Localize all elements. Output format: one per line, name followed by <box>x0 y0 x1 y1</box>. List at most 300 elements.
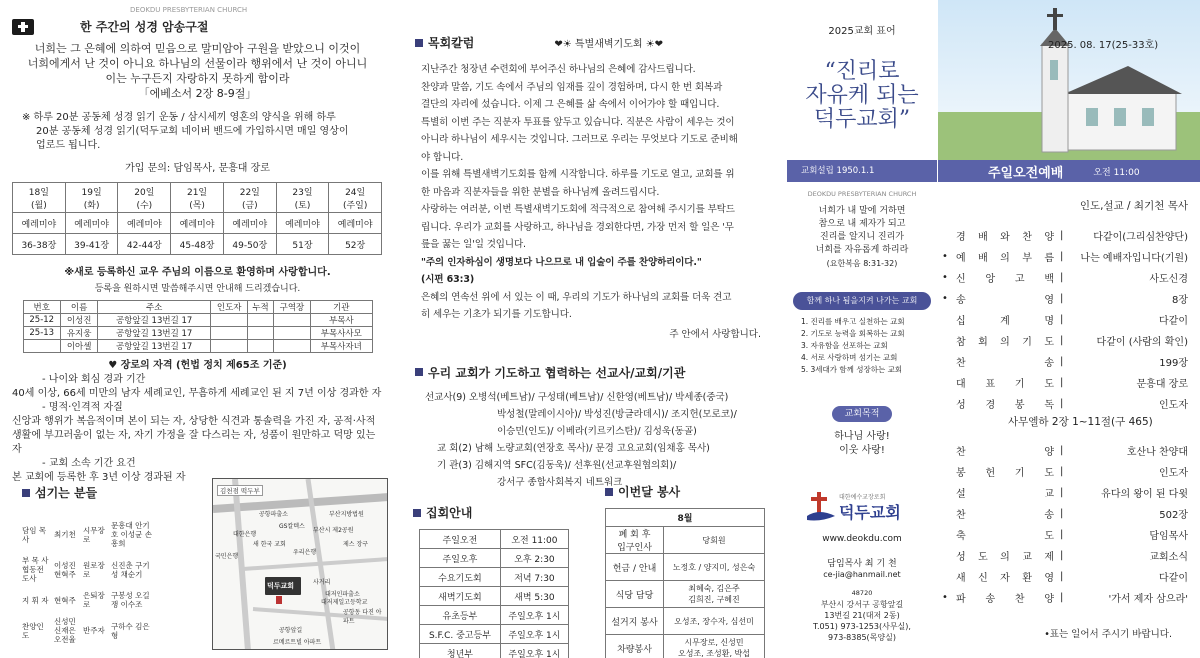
worship-item-label: 설 교 <box>956 489 1056 500</box>
table-row <box>606 635 765 658</box>
map-church-label: 덕두교회 <box>267 582 295 590</box>
column-line: 사랑하는 여러분, 이번 특별새벽기도회에 적극적으로 참여해 주시기를 부탁드 <box>421 204 735 215</box>
book-cell: 예레미야 <box>13 213 66 234</box>
addr-line: T.051) 973-1253(사무실), <box>813 622 911 631</box>
header-small: DEOKDU PRESBYTERIAN CHURCH <box>130 6 248 14</box>
gather-label: 유초등부 <box>420 606 501 625</box>
servers-title: 섬기는 분들 <box>22 484 197 501</box>
day-cell: 21일 (목) <box>171 183 224 213</box>
newcomer-cell: 25-13 <box>23 327 60 340</box>
logo-small: 대한예수교장로회 <box>839 494 886 501</box>
duty-people: 최혜숙, 김은주 김희진, 구혜진 <box>664 581 765 608</box>
server-cell: 구하수 김은형 <box>111 621 150 640</box>
worship-item-value: 인도자 <box>1159 468 1188 479</box>
newcomer-cell <box>211 340 248 353</box>
mission-title: 우리 교회가 기도하고 협력하는 선교사/교회/기관 <box>415 364 767 381</box>
column-line: 야 합니다. <box>421 151 464 163</box>
column-line: 은혜의 연속선 위에 서 있는 이 때, 우리의 기도가 하나님의 교회를 더욱 견고 <box>421 291 732 303</box>
gather-time: 오전 11:00 <box>500 530 568 549</box>
duty-people: 노정호 / 양지미, 성은숙 <box>664 554 765 581</box>
column-line: 릎을 꿇는 일'일 것입니다. <box>421 239 526 250</box>
column-line: 찬양과 말씀, 기도 속에서 주님의 임재를 깊이 경험하며, 다시 한 번 회복과 <box>421 81 723 93</box>
worship-item-label: 예 배 의 부 름 <box>956 253 1056 264</box>
vision-item: 1. 진리를 배우고 실천하는 교회 <box>801 317 905 326</box>
worship-item-value: 199장 <box>1159 358 1188 369</box>
worship-item-value: 다같이 <box>1159 316 1188 327</box>
map-label: 제스 장구 <box>343 541 369 548</box>
gather-time: 주일오후 1시 <box>500 606 568 625</box>
scripture-line: 진리를 알지니 진리가 <box>820 232 904 242</box>
vision-item: 2. 기도로 능력을 회복하는 교회 <box>801 329 905 338</box>
addr-line: 48720 <box>851 589 873 597</box>
table-row <box>420 606 569 625</box>
column-panel <box>405 0 777 658</box>
table-row <box>420 530 569 549</box>
worship-row <box>938 587 1200 608</box>
reading-schedule-table <box>12 182 382 255</box>
mission-line: 박성철(말레이시아)/ 박성진(방글라데시)/ 조지헌(모로코)/ <box>497 408 737 420</box>
worship-item-label: 참 회 의 기 도 <box>956 337 1056 348</box>
newcomer-header: 누적 <box>248 301 273 314</box>
gather-time: 저녁 7:30 <box>500 568 568 587</box>
day-cell: 18일 (월) <box>13 183 66 213</box>
gather-time: 오후 2:30 <box>500 549 568 568</box>
newcomer-header: 인도자 <box>211 301 248 314</box>
newcomer-header: 번호 <box>23 301 60 314</box>
server-cell: 찬양인도 <box>22 621 44 640</box>
worship-item-label: 파 송 찬 양 <box>956 594 1056 605</box>
square-bullet-icon <box>605 488 613 496</box>
map-label: 공항앞길 <box>279 627 303 634</box>
worship-item-label: 성 도 의 교 제 <box>956 552 1056 563</box>
table-row <box>420 587 569 606</box>
worship-item-value: 담임목사 <box>1149 531 1188 542</box>
goal-pill: 교회목적 <box>832 406 892 422</box>
divider: | <box>1060 466 1064 477</box>
square-bullet-icon <box>415 39 423 47</box>
chapter-cell: 42-44장 <box>118 234 171 255</box>
gathering-title: 집회안내 <box>413 504 578 521</box>
chapter-cell: 52장 <box>329 234 382 255</box>
server-cell: 신성민 신재은 오전율 <box>54 617 76 644</box>
worship-item-value: 인도자 <box>1159 400 1188 411</box>
church-building-icon <box>938 0 1200 160</box>
table-row <box>606 608 765 635</box>
scripture-reading: 사무엘하 2장 1~11절(구 465) <box>1008 416 1153 428</box>
duty-role: 헌금 / 안내 <box>606 554 664 581</box>
column-line: 특별히 이번 주는 직분자 투표를 앞두고 있습니다. 직분은 사람이 세우는 것이 <box>421 116 735 128</box>
worship-row <box>938 267 1200 288</box>
worship-title: 주일오전예배 <box>988 165 1064 181</box>
notice-line: 20분 공동체 성경 읽기(덕두교회 네이버 밴드에 가입하시면 매일 영상이 <box>36 126 349 137</box>
day-cell: 20일 (수) <box>118 183 171 213</box>
map-label: 부산지방법원 <box>329 511 364 518</box>
verse-line: 이는 누구든지 자랑하지 못하게 함이라 <box>105 72 290 85</box>
worship-item-value: 다같이 <box>1159 573 1188 584</box>
cross-logo-icon <box>807 492 837 526</box>
pastor-name: 담임목사 최 기 천 <box>827 559 897 569</box>
worship-item-value: 유다의 왕이 된 다윗 <box>1101 489 1188 500</box>
newcomer-cell: 부목사사모 <box>311 327 372 340</box>
mission-line: 교 회(2) 남해 노량교회(연장호 목사)/ 문경 고요교회(임채홍 목사) <box>437 442 710 454</box>
worship-row <box>938 372 1200 393</box>
divider: | <box>1060 445 1064 456</box>
table-row <box>420 625 569 644</box>
map-label: 공항파출소 <box>259 511 288 518</box>
gather-label: 청년부 <box>420 644 501 658</box>
newcomer-cell <box>211 314 248 327</box>
duty-role: 차량봉사 <box>606 635 664 658</box>
servers-section <box>22 484 197 644</box>
mission-line: 이승민(인도)/ 이베라(키르키스탄)/ 김성욱(동골) <box>497 425 697 437</box>
church-en-name: DEOKDU PRESBYTERIAN CHURCH <box>807 190 917 198</box>
stand-mark: • <box>942 293 948 304</box>
book-cell: 예레미야 <box>276 213 329 234</box>
vision-pill: 함께 하나 됨을지켜 나가는 교회 <box>793 292 931 310</box>
scripture-line: 너희를 자유롭게 하리라 <box>815 245 909 255</box>
server-cell: 담임 목사 <box>22 525 47 544</box>
book-cell: 예레미야 <box>118 213 171 234</box>
memory-verse <box>12 41 383 101</box>
divider: | <box>1060 335 1064 346</box>
map-label: 김천점 떡두부 <box>217 485 263 496</box>
motto-line: 덕두교회” <box>813 107 911 132</box>
motto <box>787 60 937 132</box>
worship-item-value: 502장 <box>1159 510 1188 521</box>
duty-title: 이번달 봉사 <box>605 483 775 500</box>
addr-line: 부산시 강서구 공항앞길 <box>820 600 904 609</box>
day-cell: 24일 (주일) <box>329 183 382 213</box>
mission-line: 선교사(9) 오병석(베트남)/ 구성태(베트남)/ 신한영(베트남)/ 박세종(중국) <box>425 391 729 403</box>
column-line: 지난주간 청장년 수련회에 부어주신 하나님의 은혜에 감사드립니다. <box>421 64 696 75</box>
newcomer-cell: 공항앞길 13번길 17 <box>98 314 211 327</box>
divider: | <box>1060 251 1064 262</box>
newcomer-cell: 부목사 <box>311 314 372 327</box>
square-bullet-icon <box>415 368 423 376</box>
server-cell: 신진춘 구기성 채순기 <box>111 560 150 579</box>
day-cell: 23일 (토) <box>276 183 329 213</box>
book-cell: 예레미야 <box>223 213 276 234</box>
newcomer-cell <box>273 314 310 327</box>
qual-line: - 교회 소속 기간 요건 <box>42 458 136 469</box>
gather-label: 수요기도회 <box>420 568 501 587</box>
newcomer-cell: 유지웅 <box>60 327 97 340</box>
worship-row <box>938 482 1200 503</box>
duty-role: 설거지 봉사 <box>606 608 664 635</box>
server-cell: 지 휘 자 <box>22 595 49 605</box>
divider: | <box>1060 293 1064 304</box>
church-logo <box>807 492 927 528</box>
worship-row <box>938 225 1200 246</box>
divider: | <box>1060 550 1064 561</box>
gather-time: 주일오후 1시 <box>500 625 568 644</box>
worship-item-label: 송 영 <box>956 295 1056 306</box>
server-cell: 원로장로 <box>83 560 105 579</box>
chapter-cell: 49-50장 <box>223 234 276 255</box>
map-label: 대저인파출소 <box>325 591 360 598</box>
map-label: 사거리 <box>313 579 331 586</box>
newcomer-header: 구역장 <box>273 301 310 314</box>
notice-line: ※ 하루 20분 공동체 성경 읽기 운동 / 삼시세끼 영혼의 양식을 위해 하루 <box>22 112 336 123</box>
table-row <box>420 549 569 568</box>
divider: | <box>1060 571 1064 582</box>
church-photo <box>938 0 1200 160</box>
chapter-cell: 51장 <box>276 234 329 255</box>
column-line: 립니다. 우리가 교회를 사랑하고, 하나님을 경외한다면, 가장 먼저 할 일은 '무 <box>421 221 734 233</box>
worship-item-value: 사도신경 <box>1149 274 1188 285</box>
newcomer-cell <box>273 340 310 353</box>
bulletin-date: 2025. 08. 17(25-33호) <box>1048 40 1159 51</box>
book-cell: 예레미야 <box>65 213 118 234</box>
vision-item: 5. 3세대가 함께 성장하는 교회 <box>801 365 903 374</box>
worship-leader: 인도,설교 / 최기천 목사 <box>1079 200 1188 212</box>
worship-item-label: 찬 송 <box>956 358 1056 369</box>
table-row <box>606 554 765 581</box>
scripture-ref: (요한복음 8:31-32) <box>826 259 898 268</box>
server-cell: 은퇴장로 <box>83 591 105 609</box>
vision-item: 4. 서로 사랑하며 섬기는 교회 <box>801 353 898 362</box>
reading-contact: 가입 문의: 담임목사, 문흥대 장로 <box>125 163 270 174</box>
day-cell: 22일 (금) <box>223 183 276 213</box>
table-row <box>23 327 372 340</box>
divider: | <box>1060 377 1064 388</box>
motto-line: 자유케 되는 <box>805 83 919 108</box>
goal-line: 하나님 사랑! <box>834 431 890 442</box>
memory-header <box>12 18 383 35</box>
newcomer-cell <box>23 340 60 353</box>
divider: | <box>1060 487 1064 498</box>
verse-line: 너희에게서 난 것이 아니요 하나님의 선물이라 행위에서 난 것이 아니니 <box>27 57 368 70</box>
elder-qualification <box>12 359 383 485</box>
server-cell: 문흥대 안기호 이성균 손흥희 <box>111 521 152 548</box>
worship-row <box>938 288 1200 309</box>
cover-inner-panel <box>787 0 937 658</box>
email: ce-jia@hanmail.net <box>823 570 901 579</box>
newcomer-cell <box>248 340 273 353</box>
gather-label: S.F.C. 중고등부 <box>420 625 501 644</box>
newcomer-cell: 공항앞길 13번길 17 <box>98 340 211 353</box>
server-cell: 최기천 <box>54 530 76 539</box>
column-line: 한 마음과 직분자들을 위한 분별을 하나님께 올려드립시다. <box>421 186 660 198</box>
church-map <box>212 478 388 650</box>
worship-item-label: 대 표 기 도 <box>956 379 1056 390</box>
worship-order <box>938 225 1200 414</box>
newcomer-cell: 이성진 <box>60 314 97 327</box>
table-row <box>23 340 372 353</box>
vision-list <box>801 316 937 376</box>
qual-line: 생활에 부끄러움이 없는 자, 자기 가정을 잘 다스리는 자, 성품이 원만하고 덕망 있는 자 <box>12 430 376 455</box>
newcomer-title: ※새로 등록하신 교우 주님의 이름으로 환영하며 사랑합니다. <box>64 267 331 278</box>
addr-line: 973-8385(목양실) <box>828 633 896 642</box>
divider: | <box>1060 272 1064 283</box>
newcomer-cell: 부목사자녀 <box>311 340 372 353</box>
server-cell: 부 목 사 협동전도사 <box>22 556 49 583</box>
logo-text: 덕두교회 <box>839 503 901 522</box>
table-row <box>606 581 765 608</box>
worship-item-value: '가서 제자 삼으라' <box>1108 594 1188 605</box>
duty-people: 오성조, 장수자, 심선미 <box>664 608 765 635</box>
book-cell: 예레미야 <box>171 213 224 234</box>
standing-note: •표는 일어서 주시기 바랍니다. <box>1044 629 1172 640</box>
gather-label: 주일오후 <box>420 549 501 568</box>
worship-row <box>938 330 1200 351</box>
server-cell: 구봉성 오길쟁 이수조 <box>111 591 150 609</box>
qualification-title: ♥ 장로의 자격 (헌법 정치 제65조 기준) <box>108 360 287 371</box>
worship-row <box>938 440 1200 461</box>
map-label: 르메르트빌 아파트 <box>273 639 322 646</box>
duty-role: 식당 담당 <box>606 581 664 608</box>
map-label: GS칼텍스 <box>279 523 305 530</box>
map-label: 공항동 다진 아파트 <box>343 609 382 625</box>
worship-item-value: 교회소식 <box>1149 552 1188 563</box>
duty-table <box>605 508 765 658</box>
table-row <box>606 509 765 527</box>
worship-item-label: 찬 송 <box>956 510 1056 521</box>
gather-label: 주일오전 <box>420 530 501 549</box>
map-label: 우리은행 <box>293 549 317 556</box>
worship-item-label: 봉 헌 기 도 <box>956 468 1056 479</box>
table-row <box>420 644 569 658</box>
worship-time: 오전 11:00 <box>1093 167 1140 178</box>
newcomer-cell: 공항앞길 13번길 17 <box>98 327 211 340</box>
worship-panel <box>938 0 1200 658</box>
verse-ref: 「에베소서 2장 8-9절」 <box>138 87 257 100</box>
newcomer-cell <box>211 327 248 340</box>
scripture-line: 너희가 내 말에 거하면 <box>818 206 906 216</box>
newcomer-cell <box>248 327 273 340</box>
qual-line: - 명적·인격적 자질 <box>42 402 123 413</box>
square-bullet-icon <box>22 489 30 497</box>
newcomer-cell <box>273 327 310 340</box>
worship-item-label: 축 도 <box>956 531 1056 542</box>
column-line: 결단의 자리에 섰습니다. 이제 그 은혜를 삶 속에서 이어가야 할 때입니다. <box>421 99 720 110</box>
column-sign: 주 안에서 사랑합니다. <box>669 328 761 340</box>
duty-people: 당회원 <box>664 527 765 554</box>
gather-label: 새벽기도회 <box>420 587 501 606</box>
duty-role: 폐 회 후 입구인사 <box>606 527 664 554</box>
goal-line: 이웃 사랑! <box>839 445 885 456</box>
duty-section <box>605 483 775 658</box>
address <box>787 588 937 643</box>
map-label: 부산시 제2공원 <box>313 527 354 534</box>
worship-row <box>938 461 1200 482</box>
addr-line: 13번길 21(대저 2동) <box>824 611 900 620</box>
server-cell: 반주자 <box>83 626 105 635</box>
divider: | <box>1060 398 1064 409</box>
website: www.deokdu.com <box>822 534 902 544</box>
chapter-cell: 45-48장 <box>171 234 224 255</box>
memory-title: 한 주간의 성경 암송구절 <box>80 20 209 34</box>
server-cell: 현혁주 <box>54 595 76 605</box>
qual-line: 본 교회에 등록한 후 3년 이상 경과된 자 <box>12 472 186 483</box>
worship-order-2 <box>938 440 1200 608</box>
column-title: 목회칼럼 <box>415 34 474 51</box>
newcomer-cell: 이아셀 <box>60 340 97 353</box>
worship-row <box>938 246 1200 267</box>
duty-people: 시무장로, 신성민 오성조, 조성환, 박섭 <box>664 635 765 658</box>
gather-time: 주일오후 1시 <box>500 644 568 658</box>
worship-row <box>938 503 1200 524</box>
table-row <box>606 527 765 554</box>
dawn-prayer-title: ❤☀ 특별새벽기도회 ☀❤ <box>554 39 664 50</box>
gathering-section <box>413 504 578 658</box>
worship-item-value: 다같이(그리심찬양단) <box>1093 232 1188 243</box>
column-line: 아니라 하나님이 세우시는 것입니다. 그러므로 우리는 무엇보다 기도로 준비해 <box>421 134 738 145</box>
newcomer-table <box>23 300 373 353</box>
duty-month: 8월 <box>606 509 765 527</box>
worship-item-value: 8장 <box>1171 295 1188 306</box>
worship-item-label: 찬 양 <box>956 447 1056 458</box>
worship-bar <box>938 160 1200 182</box>
gathering-table <box>419 529 569 658</box>
divider: | <box>1060 314 1064 325</box>
mission-list <box>415 389 767 491</box>
map-label: 국민은행 <box>215 553 239 560</box>
newcomer-header: 이름 <box>60 301 97 314</box>
worship-item-label: 경 배 와 찬 양 <box>956 232 1056 243</box>
scripture-line: 참으로 내 제자가 되고 <box>818 219 906 229</box>
day-cell: 19일 (화) <box>65 183 118 213</box>
table-row <box>23 314 372 327</box>
divider: | <box>1060 230 1064 241</box>
server-cell: 시무장로 <box>83 525 105 544</box>
qual-line: 신앙과 행위가 복음적이며 본이 되는 자, 상당한 식견과 통솔력을 가진 자, 공적·사적 <box>12 416 376 427</box>
reading-notice <box>12 111 383 153</box>
qual-line: 40세 이상, 66세 미만의 남자 세례교인, 무흠하게 세례교인 된 지 7년 이상 경과한 자 <box>12 388 382 399</box>
worship-item-value: 문흥대 장로 <box>1136 379 1188 390</box>
motto-label: 2025교회 표어 <box>828 26 896 37</box>
worship-row <box>938 309 1200 330</box>
column-line: 히 세우는 기초가 되기를 기도합니다. <box>421 309 572 320</box>
worship-item-value: 호산나 찬양대 <box>1126 447 1188 458</box>
divider: | <box>1060 529 1064 540</box>
worship-row <box>938 351 1200 372</box>
newcomer-sub: 등록을 원하시면 말씀해주시면 안내해 드리겠습니다. <box>94 284 301 294</box>
notice-line: 업로드 됩니다. <box>36 140 101 151</box>
worship-row <box>938 566 1200 587</box>
map-label: 대한은행 <box>233 531 257 538</box>
worship-row <box>938 524 1200 545</box>
column-line: "주의 인자하심이 생명보다 나으므로 내 입술이 주를 찬양하리이다." <box>421 256 702 268</box>
worship-item-label: 십 계 명 <box>956 316 1056 327</box>
worship-item-label: 성 경 봉 독 <box>956 400 1056 411</box>
stand-mark: • <box>942 592 948 603</box>
chapter-cell: 39-41장 <box>65 234 118 255</box>
mission-line: 기 관(3) 김해지역 SFC(김동욱)/ 선후원(선교후원협의회)/ <box>437 459 677 471</box>
column-body <box>415 61 767 324</box>
stand-mark: • <box>942 272 948 283</box>
newcomer-header: 주소 <box>98 301 211 314</box>
worship-item-label: 신 앙 고 백 <box>956 274 1056 285</box>
motto-line: “진리로 <box>824 59 900 84</box>
newcomer-cell: 25-12 <box>23 314 60 327</box>
column-line: 이를 위해 특별새벽기도회를 함께 시작합니다. 하루를 기도로 열고, 교회를 위 <box>421 169 735 180</box>
divider: | <box>1060 356 1064 367</box>
map-label: 새 한국 교회 <box>253 541 286 548</box>
square-bullet-icon <box>413 509 421 517</box>
divider: | <box>1060 508 1064 519</box>
stand-mark: • <box>942 251 948 262</box>
divider: | <box>1060 592 1064 603</box>
worship-item-label: 새 신 자 환 영 <box>956 573 1056 584</box>
newcomer-cell <box>248 314 273 327</box>
map-label: 대저제일고등학교 <box>321 599 368 606</box>
qual-line: - 나이와 회심 경과 기간 <box>42 374 146 385</box>
verse-line: 너희는 그 은혜에 의하여 믿음으로 말미암아 구원을 받았으니 이것이 <box>34 42 361 55</box>
mission-line: 강서구 종합사회복지 네트워크 <box>497 476 623 488</box>
vision-item: 3. 자유함을 선포하는 교회 <box>801 341 888 350</box>
gather-time: 새벽 5:30 <box>500 587 568 606</box>
